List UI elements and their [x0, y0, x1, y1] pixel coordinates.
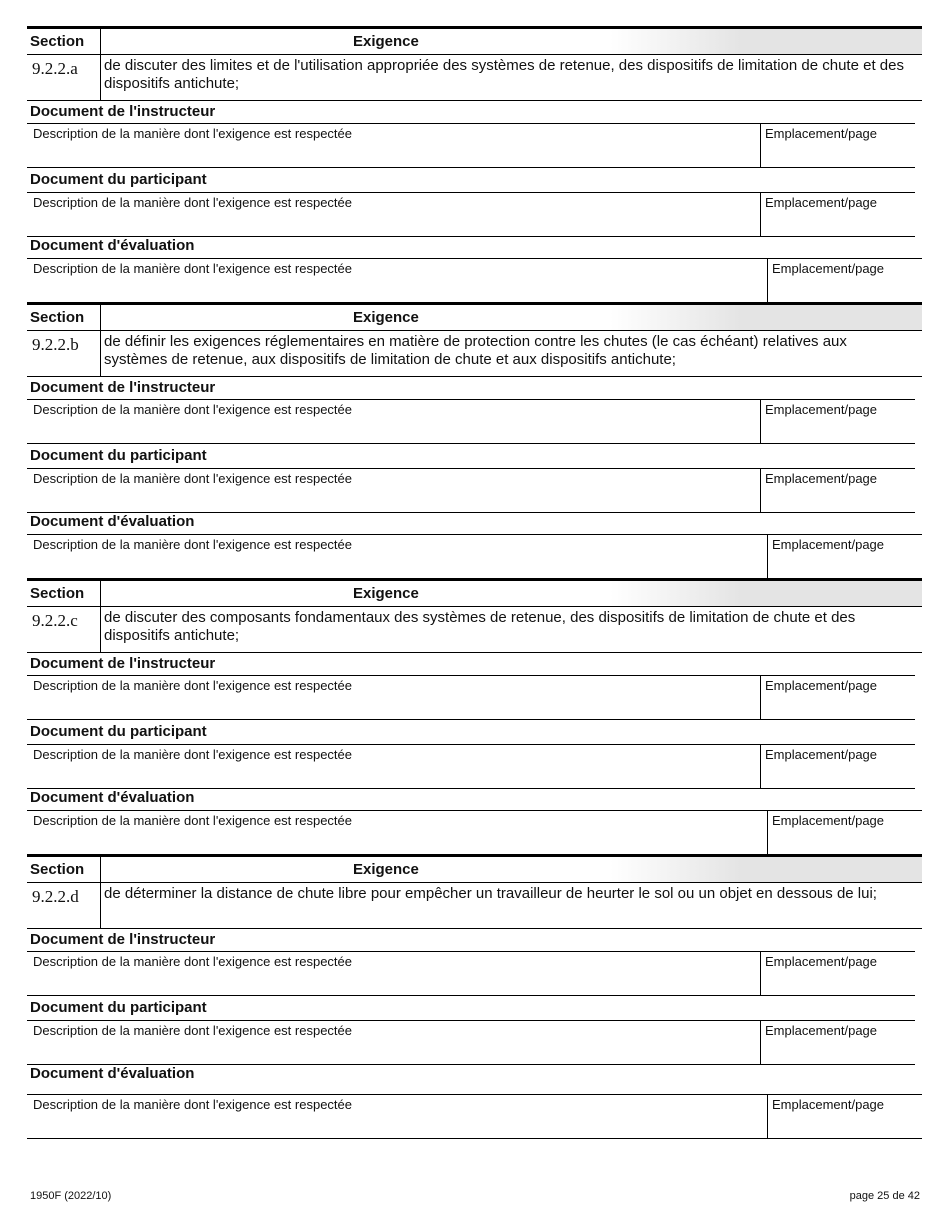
section-header: Section: [27, 29, 101, 54]
requirement-row: [27, 882, 922, 929]
requirement-block-b: [27, 302, 922, 578]
exigence-header-cell: [101, 305, 922, 330]
exigence-header: Exigence: [353, 861, 419, 878]
evaluation-description-field[interactable]: Description de la manière dont l'exigence est respectée: [33, 261, 352, 276]
instructeur-doc-row: [27, 123, 915, 168]
participant-doc-row: [27, 192, 915, 237]
evaluation-doc-title: Document d'évaluation: [30, 789, 195, 806]
participant-doc-row: [27, 468, 915, 513]
participant-doc-title: Document du participant: [30, 447, 207, 464]
evaluation-location-field[interactable]: Emplacement/page: [767, 259, 922, 302]
evaluation-doc-title: Document d'évaluation: [30, 513, 195, 530]
instructeur-doc-row: [27, 675, 915, 720]
participant-description-field[interactable]: Description de la manière dont l'exigence est respectée: [33, 471, 352, 486]
participant-doc-row: [27, 1020, 915, 1065]
instructeur-doc-row: [27, 399, 915, 444]
participant-description-field[interactable]: Description de la manière dont l'exigence est respectée: [33, 195, 352, 210]
table-header: [27, 302, 922, 330]
instructeur-doc-title: Document de l'instructeur: [30, 379, 216, 396]
participant-doc-title: Document du participant: [30, 999, 207, 1016]
exigence-header: Exigence: [353, 33, 419, 50]
evaluation-doc-title: Document d'évaluation: [30, 1065, 195, 1082]
evaluation-doc-row: [27, 258, 922, 303]
instructeur-description-field[interactable]: Description de la manière dont l'exigence est respectée: [33, 402, 352, 417]
participant-description-field[interactable]: Description de la manière dont l'exigence est respectée: [33, 1023, 352, 1038]
requirement-row: [27, 330, 922, 377]
form-id: 1950F (2022/10): [30, 1190, 112, 1202]
instructeur-description-field[interactable]: Description de la manière dont l'exigence est respectée: [33, 954, 352, 969]
evaluation-doc-row: [27, 810, 922, 855]
exigence-header-cell: [101, 29, 922, 54]
exigence-header-cell: [101, 857, 922, 882]
participant-location-field[interactable]: Emplacement/page: [760, 745, 915, 788]
instructeur-description-field[interactable]: Description de la manière dont l'exigence est respectée: [33, 678, 352, 693]
requirement-row: [27, 606, 922, 653]
evaluation-doc-row: [27, 534, 922, 579]
requirement-block-c: [27, 578, 922, 854]
requirement-block-d: [27, 854, 922, 1144]
requirement-text: de déterminer la distance de chute libre pour empêcher un travailleur de heurter le sol ou un objet en dessous de lui;: [104, 885, 877, 902]
requirement-text: de définir les exigences réglementaires en matière de protection contre les chutes (le cas échéant) relatives aux systèmes de retenue, aux dispositifs de limitation de chute et aux dispositifs antichute;: [104, 333, 847, 368]
participant-doc-row: [27, 744, 915, 789]
instructeur-doc-title: Document de l'instructeur: [30, 103, 216, 120]
requirement-number: 9.2.2.c: [27, 607, 101, 652]
participant-location-field[interactable]: Emplacement/page: [760, 193, 915, 236]
section-header: Section: [27, 305, 101, 330]
instructeur-location-field[interactable]: Emplacement/page: [760, 400, 915, 443]
instructeur-doc-row: [27, 951, 915, 996]
exigence-header: Exigence: [353, 585, 419, 602]
evaluation-doc-row: [27, 1094, 922, 1139]
exigence-header-cell: [101, 581, 922, 606]
requirement-row: [27, 54, 922, 101]
participant-description-field[interactable]: Description de la manière dont l'exigence est respectée: [33, 747, 352, 762]
evaluation-location-field[interactable]: Emplacement/page: [767, 535, 922, 578]
requirement-text: de discuter des limites et de l'utilisation appropriée des systèmes de retenue, des dispositifs de limitation de chute et des dispositifs antichute;: [104, 57, 904, 92]
table-header: [27, 578, 922, 606]
evaluation-doc-title: Document d'évaluation: [30, 237, 195, 254]
instructeur-doc-title: Document de l'instructeur: [30, 655, 216, 672]
evaluation-description-field[interactable]: Description de la manière dont l'exigence est respectée: [33, 1097, 352, 1112]
requirement-block-a: [27, 26, 922, 302]
requirement-text: de discuter des composants fondamentaux des systèmes de retenue, des dispositifs de limitation de chute et des dispositifs antichute;: [104, 609, 856, 644]
instructeur-description-field[interactable]: Description de la manière dont l'exigence est respectée: [33, 126, 352, 141]
form-page: [27, 26, 922, 1144]
participant-location-field[interactable]: Emplacement/page: [760, 469, 915, 512]
requirement-number: 9.2.2.a: [27, 55, 101, 100]
evaluation-location-field[interactable]: Emplacement/page: [767, 1095, 922, 1138]
requirement-number: 9.2.2.b: [27, 331, 101, 376]
participant-doc-title: Document du participant: [30, 171, 207, 188]
page-number: page 25 de 42: [849, 1190, 920, 1202]
section-header: Section: [27, 581, 101, 606]
participant-doc-title: Document du participant: [30, 723, 207, 740]
instructeur-location-field[interactable]: Emplacement/page: [760, 124, 915, 167]
instructeur-location-field[interactable]: Emplacement/page: [760, 952, 915, 995]
evaluation-location-field[interactable]: Emplacement/page: [767, 811, 922, 854]
requirement-number: 9.2.2.d: [27, 883, 101, 928]
evaluation-description-field[interactable]: Description de la manière dont l'exigence est respectée: [33, 537, 352, 552]
table-header: [27, 26, 922, 54]
participant-location-field[interactable]: Emplacement/page: [760, 1021, 915, 1064]
section-header: Section: [27, 857, 101, 882]
evaluation-description-field[interactable]: Description de la manière dont l'exigence est respectée: [33, 813, 352, 828]
instructeur-location-field[interactable]: Emplacement/page: [760, 676, 915, 719]
instructeur-doc-title: Document de l'instructeur: [30, 931, 216, 948]
exigence-header: Exigence: [353, 309, 419, 326]
table-header: [27, 854, 922, 882]
